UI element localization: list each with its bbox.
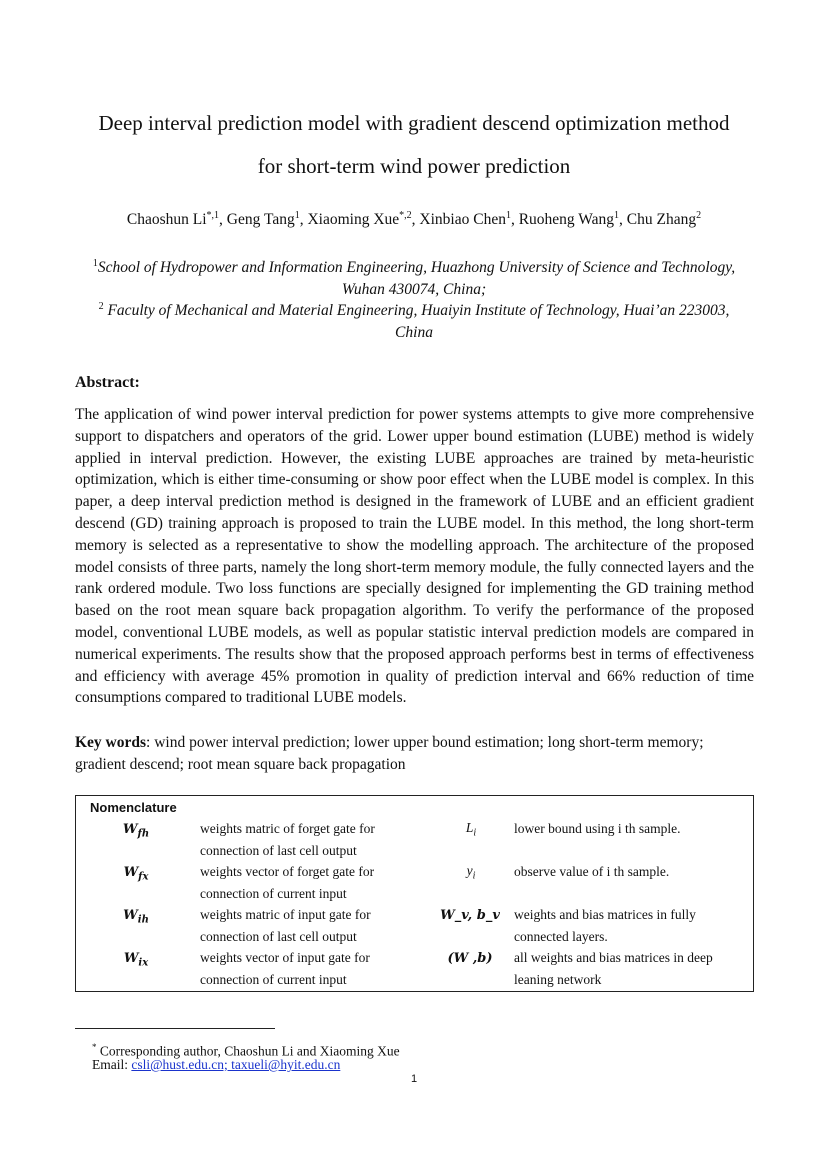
nom-symbol: $W_{fx}$: [123, 865, 149, 883]
nom-definition: observe value of i th sample.: [514, 864, 670, 879]
affiliation-sup: 2: [98, 301, 104, 312]
author-name: Xinbiao Chen: [419, 211, 506, 228]
nomenclature-box: [75, 795, 754, 992]
author-name: Geng Tang: [226, 211, 295, 228]
abstract-heading: Abstract:: [75, 374, 140, 391]
nom-definition: weights vector of forget gate for connection of current input: [200, 864, 375, 901]
nom-symbol: $L_i$: [465, 820, 477, 839]
author-sup: 2: [696, 210, 702, 221]
author-sup: 1: [614, 210, 620, 221]
nom-symbol: W_v, b_v: [440, 908, 500, 923]
nomenclature-heading: Nomenclature: [90, 800, 177, 815]
nom-definition: weights vector of input gate for connection of current input: [200, 950, 370, 987]
footnote-mark: *: [92, 1042, 97, 1052]
footnote-corresponding: * Corresponding author, Chaoshun Li and Xiaoming Xue: [92, 1042, 400, 1059]
author-name: Chaoshun Li: [126, 211, 207, 228]
nom-definition: weights and bias matrices in fully connected layers.: [514, 907, 696, 944]
author-sup: *,2: [399, 210, 412, 221]
footnote-rule: [75, 1028, 275, 1029]
paper-title-line2: for short-term wind power prediction: [257, 154, 571, 178]
keywords-label: Key words: [75, 734, 147, 751]
nom-symbol: (W ,b): [447, 951, 493, 966]
footnote-email: Email: csli@hust.edu.cn; taxueli@hyit.edu.cn: [92, 1057, 341, 1072]
nom-definition: lower bound using i th sample.: [514, 821, 681, 836]
page-number: 1: [410, 1073, 418, 1085]
nom-definition: all weights and bias matrices in deep leaning network: [514, 950, 713, 987]
author-list: Chaoshun $Li^{*,1}$, Geng Tang$^1$, Xiaoming Xue$^{*,2}$, Xinbiao Chen$^1$, Ruoheng Wang$^1$, Chu Zhang$^2$: [126, 210, 702, 228]
nom-symbol: $W_{fh}$: [122, 822, 150, 840]
affiliation-2: [90, 296, 738, 344]
author-name: Ruoheng Wang: [518, 211, 615, 228]
affiliation-1: [90, 253, 738, 301]
nom-symbol: $y_i$: [466, 863, 476, 882]
affiliation-text: Faculty of Mechanical and Material Engineering, Huaiyin Institute of Technology, Huai’an 223003, China: [107, 302, 730, 342]
keywords-text: : wind power interval prediction; lower upper bound estimation; long short-term memory; gradient descend; root mean square back propagation: [75, 734, 704, 773]
author-sup: 1: [294, 210, 300, 221]
nom-definition: weights matric of input gate for connection of last cell output: [200, 907, 371, 944]
nom-symbol: $W_{ix}$: [123, 951, 149, 969]
nom-definition: weights matric of forget gate for connection of last cell output: [200, 821, 375, 858]
email-link[interactable]: csli@hust.edu.cn; taxueli@hyit.edu.cn: [131, 1057, 341, 1072]
keywords: [75, 732, 754, 776]
abstract-body: The application of wind power interval prediction for power systems attempts to give more comprehensive support to dispatchers and operators of the grid. Lower upper bound estimation (LUBE) method is widely applied in interval prediction. However, the existing LUBE approaches are trained by meta-heuristic optimization, which is either time-consuming or show poor effect when the LUBE model is complex. In this paper, a deep interval prediction method is designed in the framework of LUBE and an efficient gradient descend (GD) training approach is proposed to train the LUBE model. In this method, the long short-term memory is selected as a representative to show the modelling approach. The architecture of the proposed model consists of three parts, namely the long short-term memory module, the fully connected layers and the rank ordered module. Two loss functions are specially designed for implementing the GD training method based on the root mean square back propagation algorithm. To verify the performance of the proposed model, conventional LUBE models, as well as popular statistic interval prediction models are compared in numerical experiments. The results show that the proposed approach performs best in terms of effectiveness and efficiency with average 45% promotion in quality of prediction interval and 66% reduction of time consumptions compared to traditional LUBE models.: [75, 406, 754, 707]
nom-symbol: $W_{ih}$: [123, 908, 149, 926]
author-name: Xiaoming Xue: [307, 211, 400, 228]
author-sup: 1: [505, 210, 511, 221]
affiliation-text: School of Hydropower and Information Engineering, Huazhong University of Science and Technology, Wuhan 430074, China;: [97, 259, 736, 299]
paper-title-line1: Deep interval prediction model with gradient descend optimization method: [98, 111, 730, 135]
affiliation-sup: 1: [92, 258, 98, 269]
author-sup: *,1: [206, 210, 220, 221]
author-name: Chu Zhang: [626, 211, 697, 228]
